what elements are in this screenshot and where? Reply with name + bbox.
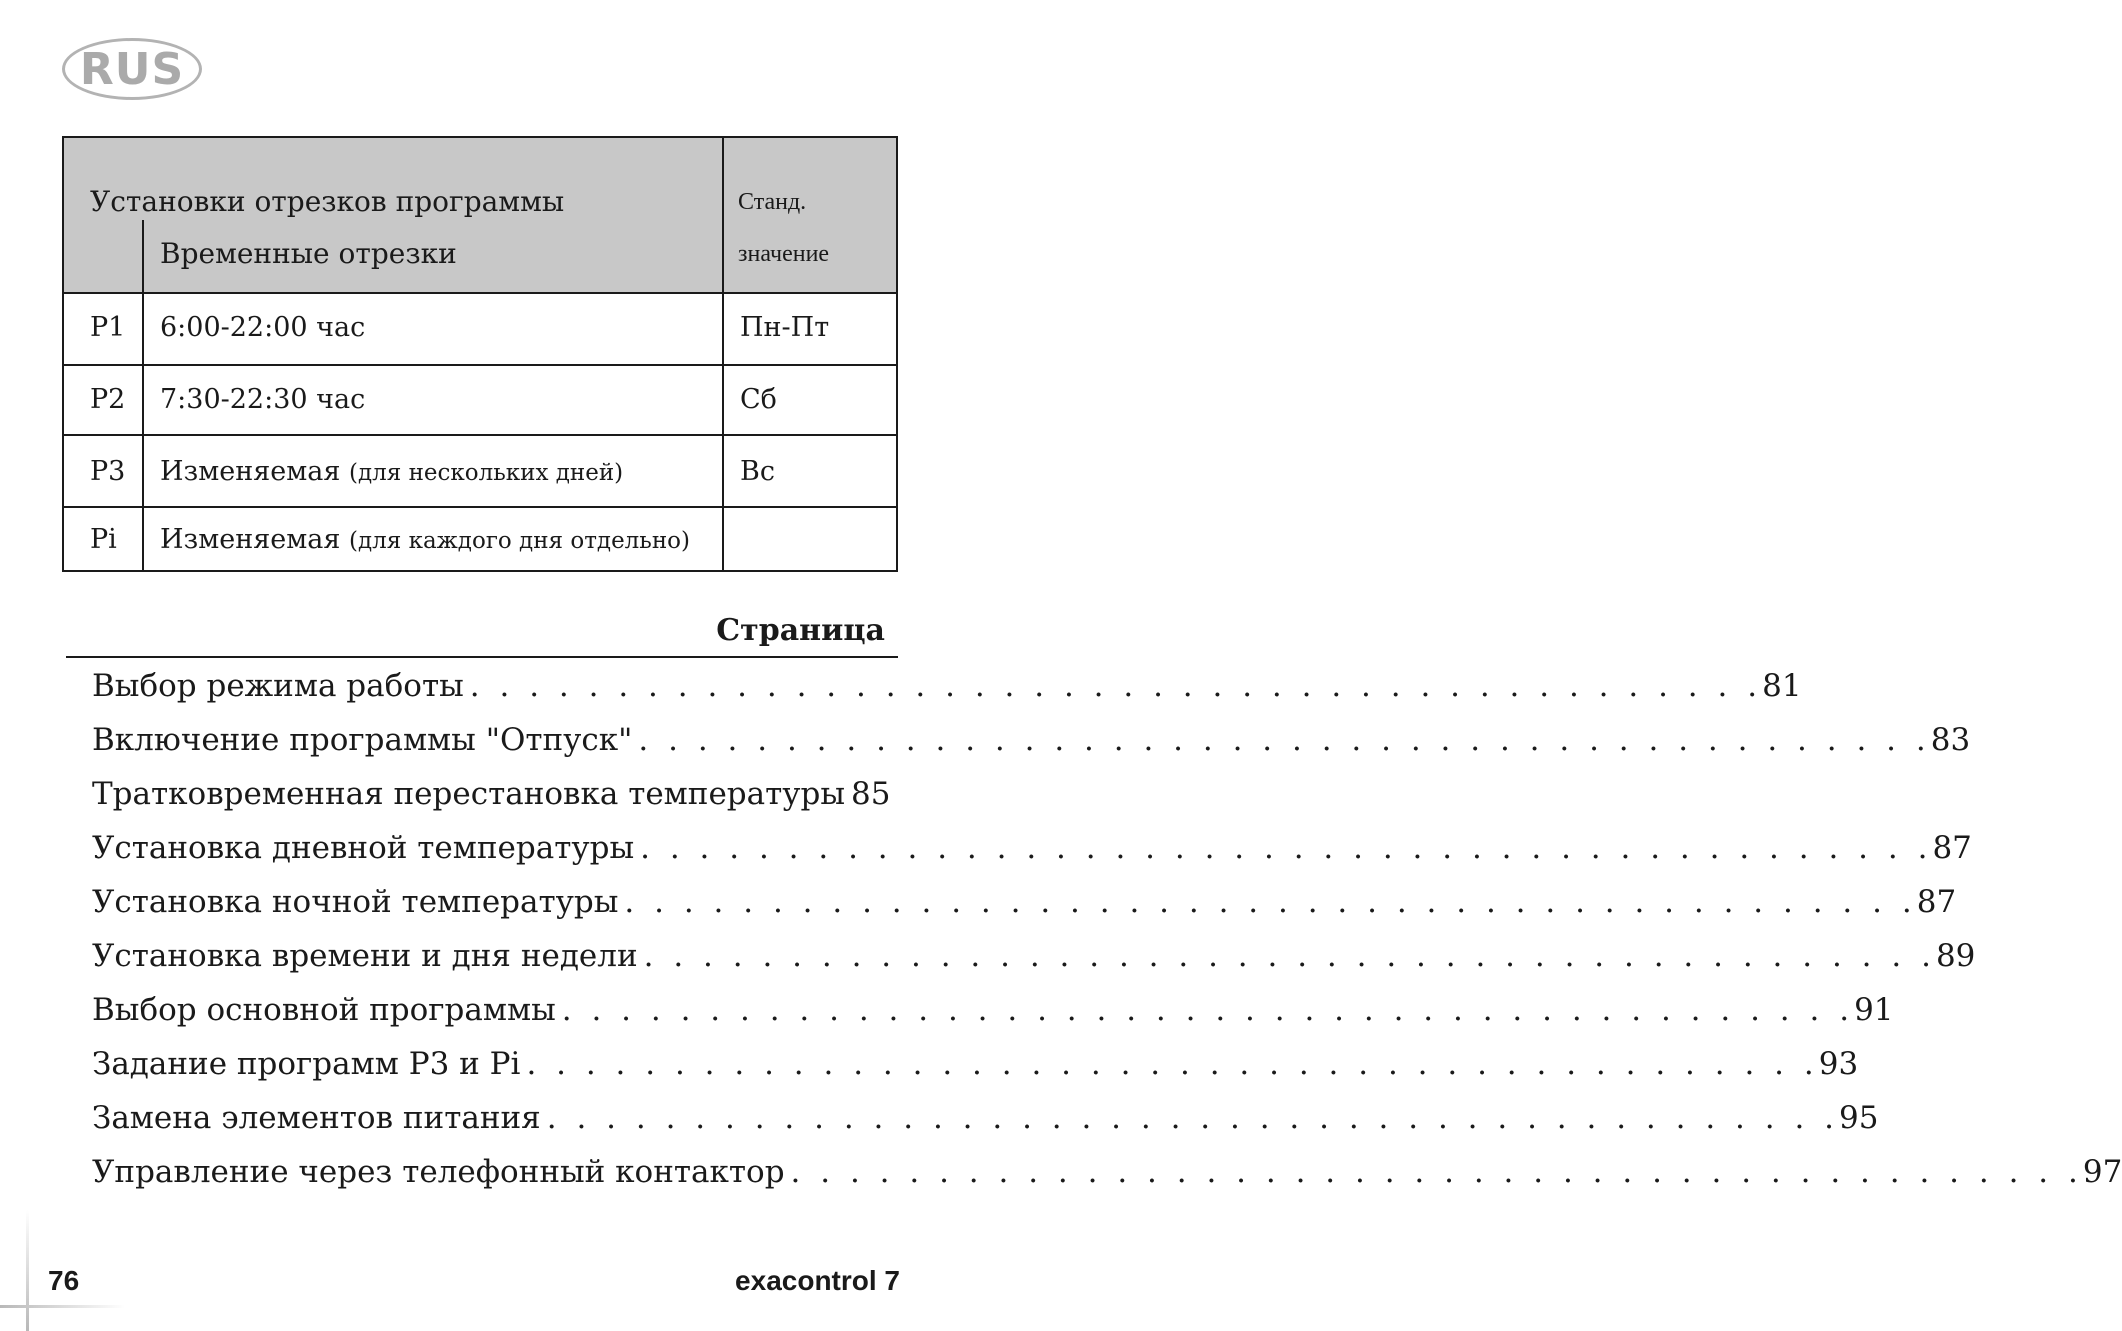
- toc-entry: [92, 884, 1957, 938]
- toc-entry-page: 91: [1854, 992, 1894, 1028]
- row-time: [160, 314, 365, 341]
- toc-entry-page: 85: [851, 776, 891, 812]
- toc-entry-page: 89: [1935, 938, 1976, 974]
- toc-entry: [92, 830, 1972, 884]
- toc-leader-dots: . . . . . . . . . . . . . . . . . . . . . . . . . . . . . . . . . . . . . . . . . . . .: [526, 1046, 1819, 1082]
- toc-entry-page: 93: [1818, 1046, 1859, 1082]
- toc-entry-title: Установка ночной температуры: [92, 884, 619, 920]
- row-time: [160, 458, 623, 485]
- toc-entry-title: Выбор основной программы: [92, 992, 556, 1028]
- row-note: (для нескольких дней): [349, 460, 624, 486]
- row-id: P1: [90, 312, 126, 343]
- toc-leader-dots: . . . . . . . . . . . . . . . . . . . . . . . . . . . . . . . . . . . . . . . . . . . .: [546, 1100, 1840, 1136]
- toc-entry: [92, 1100, 1879, 1154]
- row-default: Вс: [740, 456, 775, 487]
- page-number: 76: [48, 1265, 80, 1296]
- toc-entry-title: Установка дневной температуры: [92, 830, 635, 866]
- toc-entry-title: Замена элементов питания: [92, 1100, 541, 1136]
- row-time-text: 7:30-22:30 час: [160, 384, 366, 415]
- row-default: Пн-Пт: [740, 312, 830, 343]
- row-id: Pi: [90, 524, 117, 555]
- toc-divider: [66, 656, 898, 658]
- language-badge: RUS: [62, 38, 202, 100]
- row-time-text: 6:00-22:00 час: [160, 312, 366, 343]
- toc-leader-dots: . . . . . . . . . . . . . . . . . . . . . . . . . . . . . . . . . . . . . . . . . . . .: [790, 1154, 2083, 1190]
- header-title: Установки отрезков программы: [90, 185, 565, 218]
- toc-entry-title: Установка времени и дня недели: [92, 938, 638, 974]
- header-subtitle: Временные отрезки: [160, 237, 457, 270]
- crop-mark-vertical: [26, 1210, 29, 1331]
- toc-entry-page: 87: [1932, 830, 1972, 866]
- row-id: P3: [90, 456, 126, 487]
- toc-entry-page: 95: [1839, 1100, 1879, 1136]
- row-time: [160, 526, 690, 553]
- toc-leader-dots: . . . . . . . . . . . . . . . . . . . . . . . . . . . . . . . . . . . . . . . . . . . .: [643, 938, 1936, 974]
- toc-entry-title: Включение программы "Отпуск": [92, 722, 633, 758]
- toc-entry-title: Выбор режима работы: [92, 668, 464, 704]
- toc-leader-dots: . . . . . . . . . . . . . . . . . . . . . . . . . . . . . . . . . . . . . . . . . . . .: [624, 884, 1917, 920]
- toc-leader-dots: . . . . . . . . . . . . . . . . . . . . . . . . . . . . . . . . . . . . . . . . . . . .: [561, 992, 1855, 1028]
- toc-entry: [92, 668, 1802, 722]
- toc-leader-dots: . . . . . . . . . . . . . . . . . . . . . . . . . . . . . . . . . . . . . . . . . . . .: [640, 830, 1933, 866]
- toc-entry-title: Тратковременная перестановка температуры: [92, 776, 846, 812]
- toc-entry: [92, 1154, 2122, 1208]
- row-note: (для каждого дня отдельно): [349, 528, 690, 554]
- product-name: exacontrol 7: [735, 1265, 900, 1296]
- toc-entry-page: 83: [1930, 722, 1971, 758]
- crop-mark-horizontal: [0, 1305, 125, 1308]
- row-default: Сб: [740, 384, 777, 415]
- program-table: [62, 136, 898, 572]
- toc-entry-page: 81: [1762, 668, 1802, 704]
- toc-entry: [92, 722, 1971, 776]
- toc-entry-page: 97: [2082, 1154, 2122, 1190]
- header-std-line1: Станд.: [738, 189, 807, 215]
- toc-entry: [92, 938, 1976, 992]
- toc-heading: Страница: [716, 613, 885, 648]
- toc-entry: [92, 1046, 1859, 1100]
- row-time-text: Изменяемая: [160, 524, 341, 555]
- toc-entry: [92, 992, 1894, 1046]
- row-time: [160, 386, 365, 413]
- row-id: P2: [90, 384, 126, 415]
- toc-entry: [92, 776, 891, 830]
- row-time-text: Изменяемая: [160, 456, 341, 487]
- toc-entry-title: Управление через телефонный контактор: [92, 1154, 785, 1190]
- toc-entry-page: 87: [1916, 884, 1957, 920]
- toc-entry-title: Задание программ P3 и Pi: [92, 1046, 521, 1082]
- header-std-line2: значение: [738, 241, 830, 267]
- table-of-contents: [92, 668, 2122, 1208]
- toc-leader-dots: . . . . . . . . . . . . . . . . . . . . . . . . . . . . . . . . . . . . . . . . . . . .: [469, 668, 1763, 704]
- toc-leader-dots: . . . . . . . . . . . . . . . . . . . . . . . . . . . . . . . . . . . . . . . . . . . .: [638, 722, 1931, 758]
